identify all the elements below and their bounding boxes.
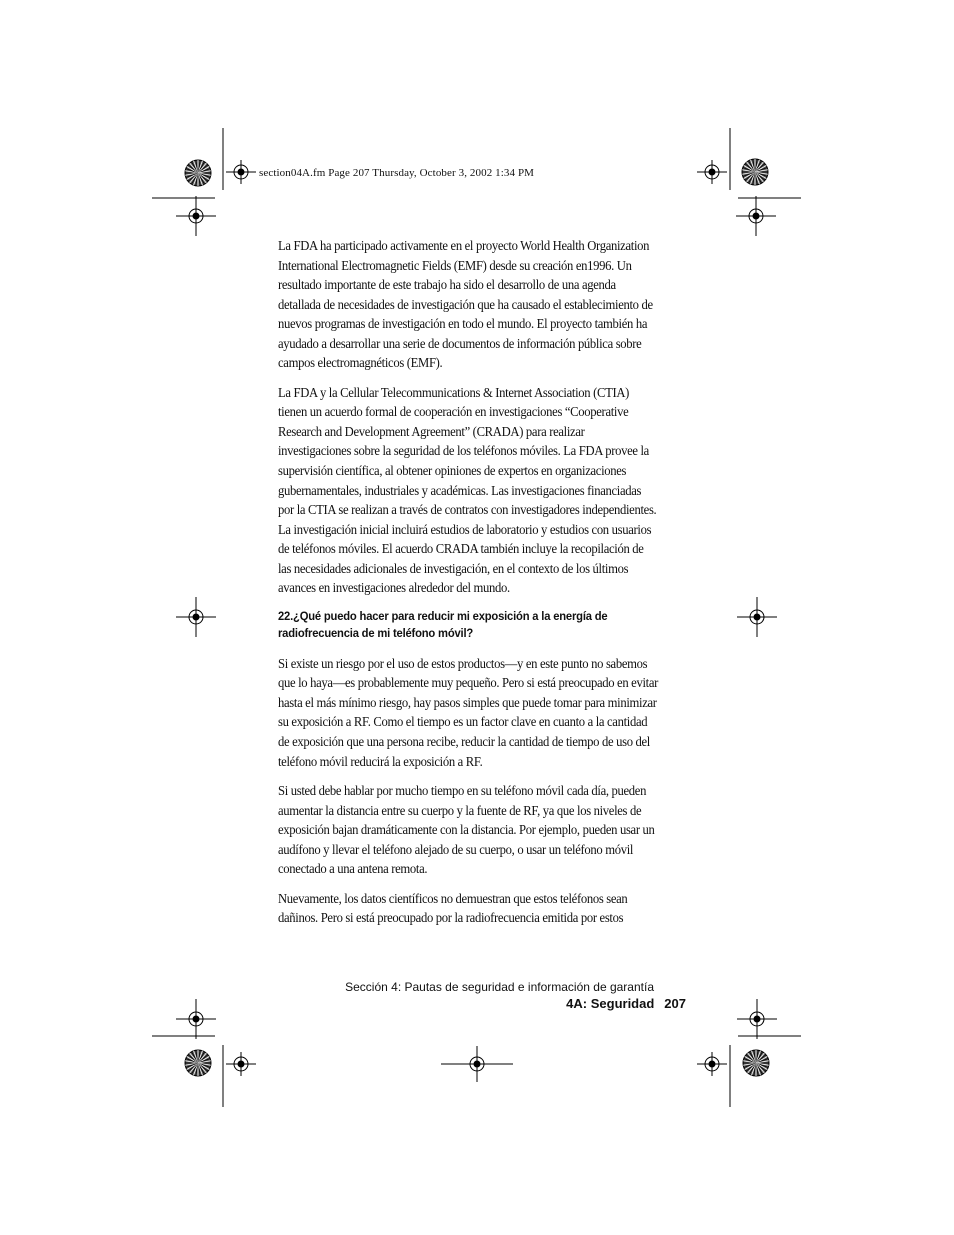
starburst-mark xyxy=(185,1050,211,1076)
paragraph-distance: Si usted debe hablar por mucho tiempo en su teléfono móvil cada día, pueden aumentar la distancia entre su cuerpo y la fuente de RF, ya que los niveles de exposición bajan dramáticamente con la distancia. Por ejemplo, pueden usar un audífono y llevar el teléfono alejado de su cuerpo, o usar un teléfono móvil conectado a una antena remota. xyxy=(278,783,655,877)
starburst-mark xyxy=(743,1050,769,1076)
section-heading-22: 22.¿Qué puedo hacer para reducir mi exposición a la energía de radiofrecuencia de mi teléfono móvil? xyxy=(278,608,608,640)
registration-mark xyxy=(736,196,776,236)
registration-mark xyxy=(226,1052,256,1076)
registration-mark xyxy=(737,597,777,637)
registration-mark xyxy=(697,1052,727,1076)
page-number: 207 xyxy=(664,996,686,1011)
paragraph-fda-ctia: La FDA y la Cellular Telecommunications & Internet Association (CTIA) tienen un acuerdo formal de cooperación en investigaciones “Cooperative Research and Development Agreement” (CRADA) para realizar investigaciones sobre la seguridad de los teléfonos móviles. La FDA provee la supervisión científica, al obtener opiniones de expertos en organizaciones gubernamentales, industriales y académicas. Las investigaciones financiadas por la CTIA se realizan a través de contratos con investigadores independientes. La investigación inicial incluirá estudios de laboratorio y estudios con usuarios de teléfonos móviles. El acuerdo CRADA también incluye la recopilación de las necesidades adicionales de investigación, en el contexto de los últimos avances en investigaciones alrededor del mundo. xyxy=(278,384,657,596)
starburst-mark xyxy=(185,160,211,186)
print-slug: section04A.fm Page 207 Thursday, October 3, 2002 1:34 PM xyxy=(259,167,535,179)
paragraph-scientific-data: Nuevamente, los datos científicos no demuestran que estos teléfonos sean dañinos. Pero si está preocupado por la radiofrecuencia emitida por estos xyxy=(278,890,628,926)
footer-chapter xyxy=(566,996,686,1011)
registration-mark xyxy=(697,160,727,184)
registration-mark xyxy=(176,999,216,1039)
footer-chapter-label: 4A: Seguridad xyxy=(566,996,655,1011)
registration-mark xyxy=(441,1046,513,1082)
starburst-mark xyxy=(742,159,768,185)
paragraph-risk: Si existe un riesgo por el uso de estos productos—y en este punto no sabemos que lo haya—es probablemente muy pequeño. Pero si está preocupado en evitar hasta el más mínimo riesgo, hay pasos simples que puede tomar para minimizar su exposición a RF. Como el tiempo es un factor clave en cuanto a la cantidad de exposición que una persona recibe, reducir la cantidad de tiempo de uso del teléfono móvil reducirá la exposición a RF. xyxy=(278,655,659,769)
footer-section-title: Sección 4: Pautas de seguridad e información de garantía xyxy=(345,980,654,994)
page-content xyxy=(278,236,660,938)
paragraph-fda-emf: La FDA ha participado activamente en el proyecto World Health Organization International Electromagnetic Fields (EMF) desde su creación en1996. Un resultado importante de este trabajo ha sido el desarrollo de una agenda detallada de necesidades de investigación que ha causado el establecimiento de nuevos programas de investigación en todo el mundo. El proyecto también ha ayudado a desarrollar una serie de documentos de información pública sobre campos electromagnéticos (EMF). xyxy=(278,238,653,371)
registration-mark xyxy=(176,196,216,236)
registration-mark xyxy=(737,999,777,1039)
registration-mark xyxy=(176,597,216,637)
registration-mark xyxy=(226,160,256,184)
